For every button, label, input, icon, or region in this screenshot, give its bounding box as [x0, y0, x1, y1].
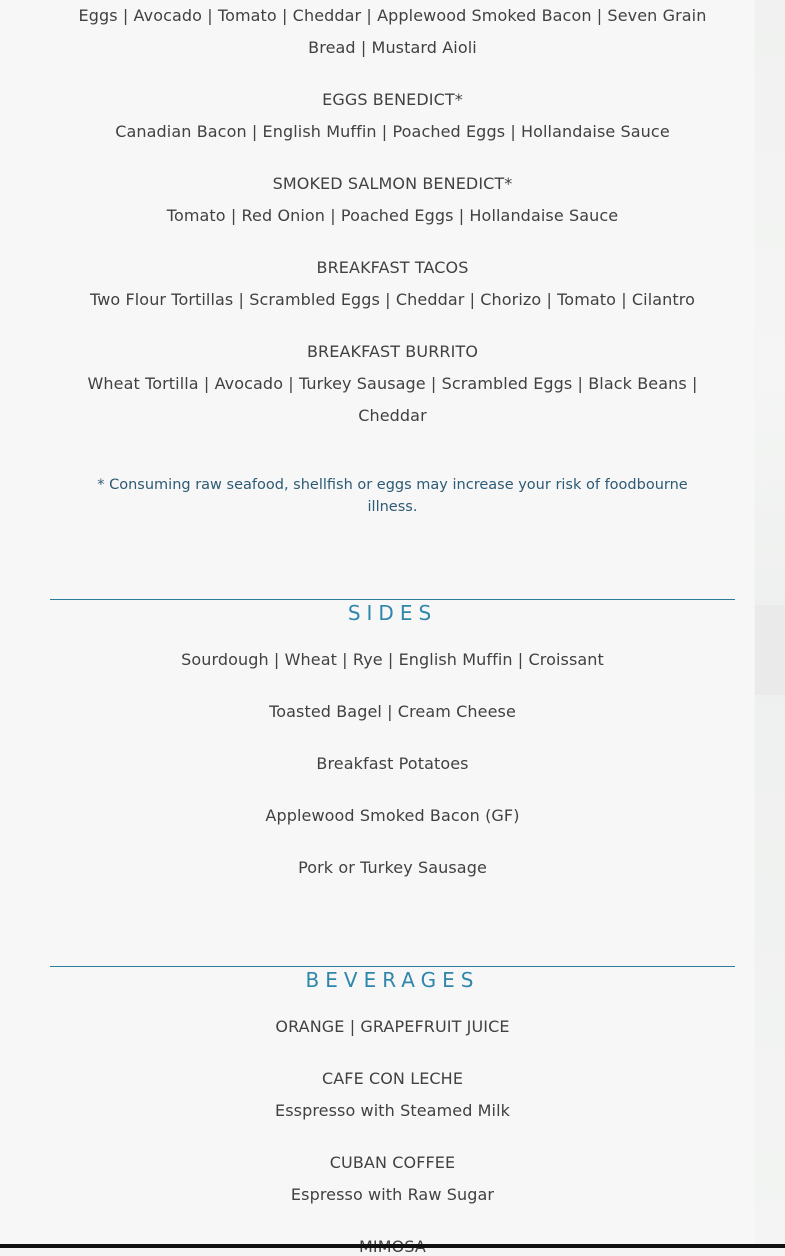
beverage-item-description: Esspresso with Steamed Milk [275, 1101, 510, 1120]
section-title-sides: SIDES [347, 601, 438, 625]
side-item: Toasted Bagel | Cream Cheese [269, 702, 516, 721]
beverage-item-name-cuban-coffee: CUBAN COFFEE [329, 1153, 456, 1172]
menu-item-description: Two Flour Tortillas | Scrambled Eggs | Cheddar | Chorizo | Tomato | Cilantro [89, 290, 696, 309]
menu-item-description: Canadian Bacon | English Muffin | Poached Eggs | Hollandaise Sauce [115, 122, 670, 141]
section-divider [50, 599, 735, 600]
raw-food-notice-line-1: * Consuming raw seafood, shellfish or eggs may increase your risk of foodbourne [97, 477, 688, 493]
side-item: Breakfast Potatoes [316, 754, 469, 773]
left-margin [0, 0, 30, 1248]
section-divider [50, 966, 735, 967]
menu-item-description: Cheddar [358, 406, 427, 425]
menu-item-name-eggs-benedict: EGGS BENEDICT* [322, 90, 463, 109]
section-title-beverages: BEVERAGES [305, 968, 480, 992]
raw-food-notice-line-2: illness. [367, 499, 418, 515]
menu-panel [30, 0, 754, 1248]
side-item: Sourdough | Wheat | Rye | English Muffin | Croissant [181, 650, 604, 669]
menu-item-name-smoked-salmon-benedict: SMOKED SALMON BENEDICT* [272, 174, 513, 193]
side-item: Applewood Smoked Bacon (GF) [265, 806, 520, 825]
side-item: Pork or Turkey Sausage [298, 858, 487, 877]
beverage-item-description: Espresso with Raw Sugar [290, 1185, 495, 1204]
menu-item-description: Bread | Mustard Aioli [308, 38, 477, 57]
menu-item-description: Eggs | Avocado | Tomato | Cheddar | Applewood Smoked Bacon | Seven Grain [78, 6, 707, 25]
beverage-item-juice: ORANGE | GRAPEFRUIT JUICE [275, 1017, 510, 1036]
menu-item-description: Wheat Tortilla | Avocado | Turkey Sausage | Scrambled Eggs | Black Beans | [87, 374, 698, 393]
menu-item-description: Tomato | Red Onion | Poached Eggs | Hollandaise Sauce [166, 206, 619, 225]
menu-item-name-breakfast-tacos: BREAKFAST TACOS [316, 258, 469, 277]
bottom-edge-bar [0, 1244, 785, 1248]
menu-item-name-breakfast-burrito: BREAKFAST BURRITO [306, 342, 479, 361]
beverage-item-name-cafe-con-leche: CAFE CON LECHE [321, 1069, 464, 1088]
right-margin [755, 0, 785, 1248]
